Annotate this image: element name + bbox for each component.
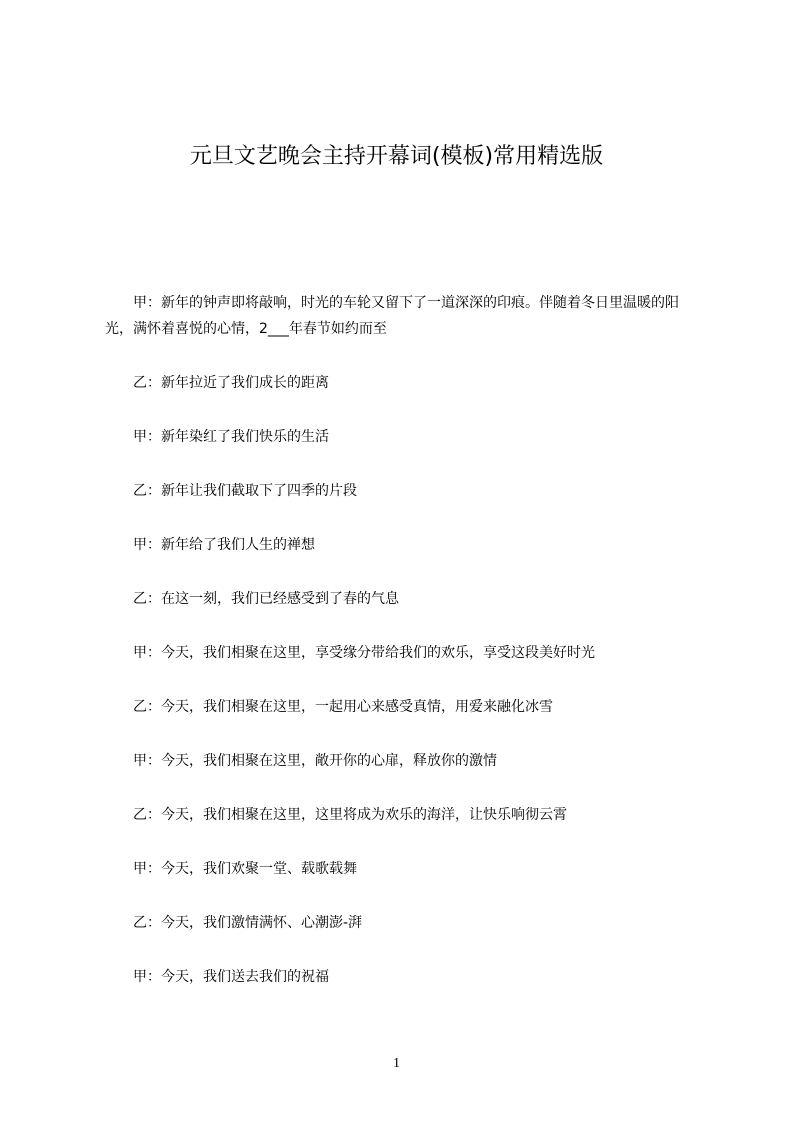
paragraph-4: 乙：新年让我们截取下了四季的片段 xyxy=(133,483,357,499)
paragraph-5: 甲：新年给了我们人生的禅想 xyxy=(133,537,315,553)
paragraph-13: 甲：今天，我们送去我们的祝福 xyxy=(133,969,329,985)
paragraph-3: 甲：新年染红了我们快乐的生活 xyxy=(133,429,329,445)
paragraph-7: 甲：今天，我们相聚在这里，享受缘分带给我们的欢乐，享受这段美好时光 xyxy=(133,645,595,661)
paragraph-6: 乙：在这一刻，我们已经感受到了春的气息 xyxy=(133,591,399,607)
paragraph-12: 乙：今天，我们激情满怀、心潮澎-湃 xyxy=(133,915,363,931)
paragraph-2: 乙：新年拉近了我们成长的距离 xyxy=(133,375,329,391)
document-body xyxy=(105,290,700,990)
paragraph-11: 甲：今天，我们欢聚一堂、载歌载舞 xyxy=(133,861,357,877)
paragraph-10: 乙：今天，我们相聚在这里，这里将成为欢乐的海洋，让快乐响彻云霄 xyxy=(133,807,567,823)
document-title: 元旦文艺晚会主持开幕词(模板)常用精选版 xyxy=(189,144,604,169)
paragraph-9: 甲：今天，我们相聚在这里，敞开你的心扉，释放你的激情 xyxy=(133,753,497,769)
paragraph-1: 甲：新年的钟声即将敲响，时光的车轮又留下了一道深深的印痕。伴随着冬日里温暖的阳光，满怀着喜悦的心情，2___年春节如约而至 xyxy=(105,295,679,337)
page-number: 1 xyxy=(393,1056,400,1071)
paragraph-8: 乙：今天，我们相聚在这里，一起用心来感受真情，用爱来融化冰雪 xyxy=(133,699,553,715)
